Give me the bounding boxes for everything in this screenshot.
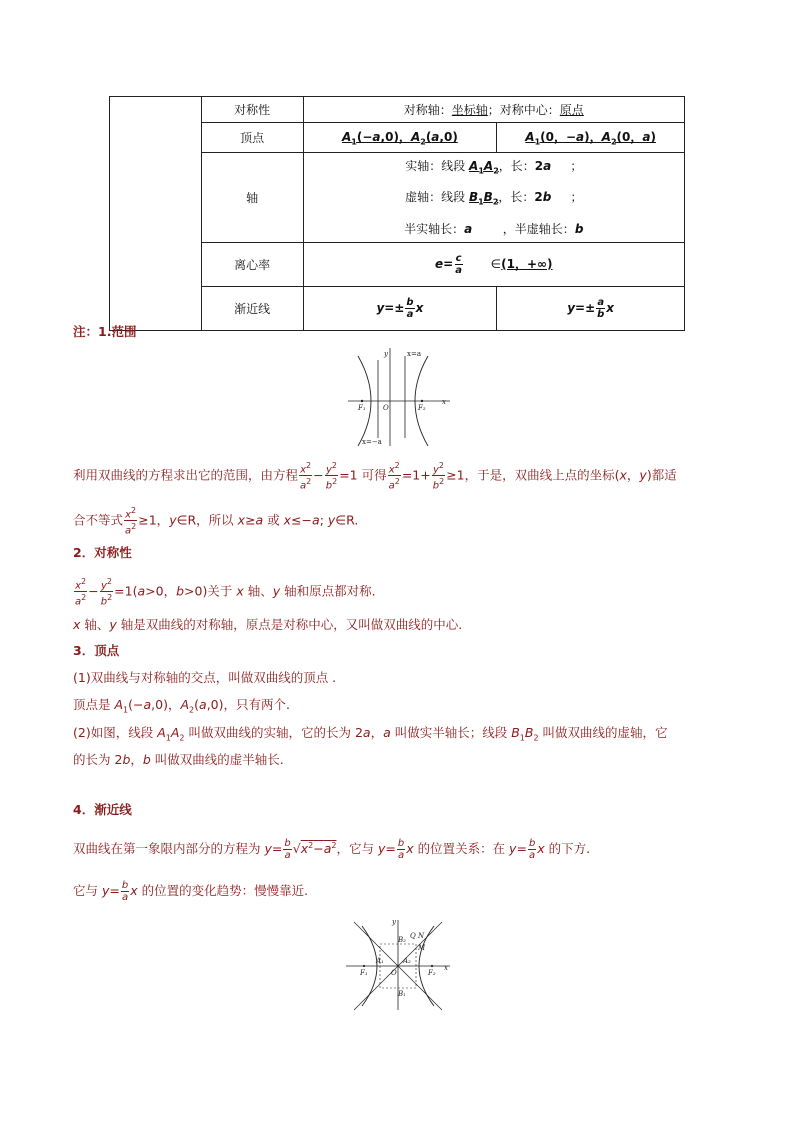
axis-value: 实轴：线段 $A_1A_2$，长：2a ； 虚轴：线段 $B_1B_2$，长：2b ； 半实轴长：a ，半虚轴长：b: [303, 153, 684, 243]
asymptote-line-2: 它与 y= $\frac{b}{a}$ x 的位置的变化趋势：慢慢靠近.: [73, 880, 309, 903]
note-title: 注：1.范围: [73, 324, 137, 339]
symmetry-title: 2．对称性: [73, 545, 132, 560]
svg-text:F₂: F₂: [418, 404, 426, 412]
svg-text:x: x: [442, 398, 446, 406]
asym-left: y=± $\frac{b}{a}$ x: [303, 286, 497, 330]
svg-text:B₁: B₁: [398, 990, 406, 998]
svg-text:F₂: F₂: [428, 969, 436, 977]
svg-text:x: x: [444, 964, 448, 972]
axis-label: 轴: [201, 153, 303, 243]
asymptote-title: 4．渐近线: [73, 802, 132, 817]
svg-text:A₂: A₂: [403, 957, 411, 965]
svg-text:y: y: [392, 918, 396, 926]
svg-text:O: O: [391, 969, 397, 977]
vertex-title: 3．顶点: [73, 643, 120, 658]
svg-text:B₂: B₂: [398, 936, 406, 944]
label-x-eq-a: x=a: [407, 350, 421, 358]
ecc-value: e= $\frac{c}{a}$ ∈(1，+∞): [303, 242, 684, 286]
svg-text:F₁: F₁: [358, 404, 366, 412]
table-blank-cell: [110, 97, 202, 331]
symmetry-label: 对称性: [201, 97, 303, 123]
symmetry-value: 对称轴：坐标轴；对称中心：原点: [303, 97, 684, 123]
range-line-1: 利用双曲线的方程求出它的范围，由方程 $\frac{x^2}{a^2}$ − $\frac{y^2}{b^2}$ =1 可得 $\frac{x^2}{a^2}$ =1+ $\frac{y^2}{b^2}$ ≥1，于是，双曲线上点的坐标(x，y)都适: [73, 461, 677, 492]
symmetry-line-1: $\frac{x^2}{a^2}$ − $\frac{y^2}{b^2}$ =1(a>0，b>0)关于 x 轴、y 轴和原点都对称.: [75, 577, 376, 608]
hyperbola-range-figure: [340, 346, 460, 452]
hyperbola-asymptote-figure: [340, 918, 456, 1012]
vertex-line-1: (1)双曲线与对称轴的交点，叫做双曲线的顶点 .: [73, 670, 337, 685]
vertex-line-2: 顶点是 $A_1(-a,0)$，$A_2(a,0)$，只有两个.: [73, 697, 290, 715]
vertex-left: $A_1(-a,0)$，$A_2(a,0)$: [303, 123, 497, 153]
svg-text:F₁: F₁: [360, 969, 368, 977]
svg-text:O: O: [383, 404, 389, 412]
svg-text:A₁: A₁: [376, 957, 384, 965]
vertex-line-4: 的长为 2b，b 叫做双曲线的虚半轴长.: [73, 752, 284, 767]
vertex-line-3: (2)如图，线段 $A_1A_2$ 叫做双曲线的实轴，它的长为 2a，a 叫做实半轴长；线段 $B_1B_2$ 叫做双曲线的虚轴，它: [73, 725, 668, 743]
hyperbola-properties-table: [109, 96, 685, 331]
asym-right: y=± $\frac{a}{b}$ x: [497, 286, 685, 330]
vertex-right: $A_1(0$，−a)，$A_2(0$，a): [497, 123, 685, 153]
asym-label: 渐近线: [201, 286, 303, 330]
label-x-eq-neg-a: x=−a: [362, 438, 382, 446]
vertex-label: 顶点: [201, 123, 303, 153]
svg-text:y: y: [384, 350, 388, 358]
asymptote-line-1: 双曲线在第一象限内部分的方程为 y= $\frac{b}{a}$ $√x^2-a^2$，它与 y= $\frac{b}{a}$ x 的位置关系：在 y= $\frac{b}{a}$ x 的下方.: [73, 838, 591, 862]
svg-text:Q: Q: [410, 932, 416, 940]
ecc-label: 离心率: [201, 242, 303, 286]
symmetry-line-2: x 轴、y 轴是双曲线的对称轴，原点是对称中心，又叫做双曲线的中心.: [73, 617, 463, 632]
range-line-2: 合不等式 $\frac{x^2}{a^2}$ ≥1，y∈R，所以 x≥a 或 x≤−a; y∈R.: [73, 506, 359, 537]
svg-text:M: M: [418, 944, 426, 952]
svg-text:N: N: [418, 932, 425, 940]
